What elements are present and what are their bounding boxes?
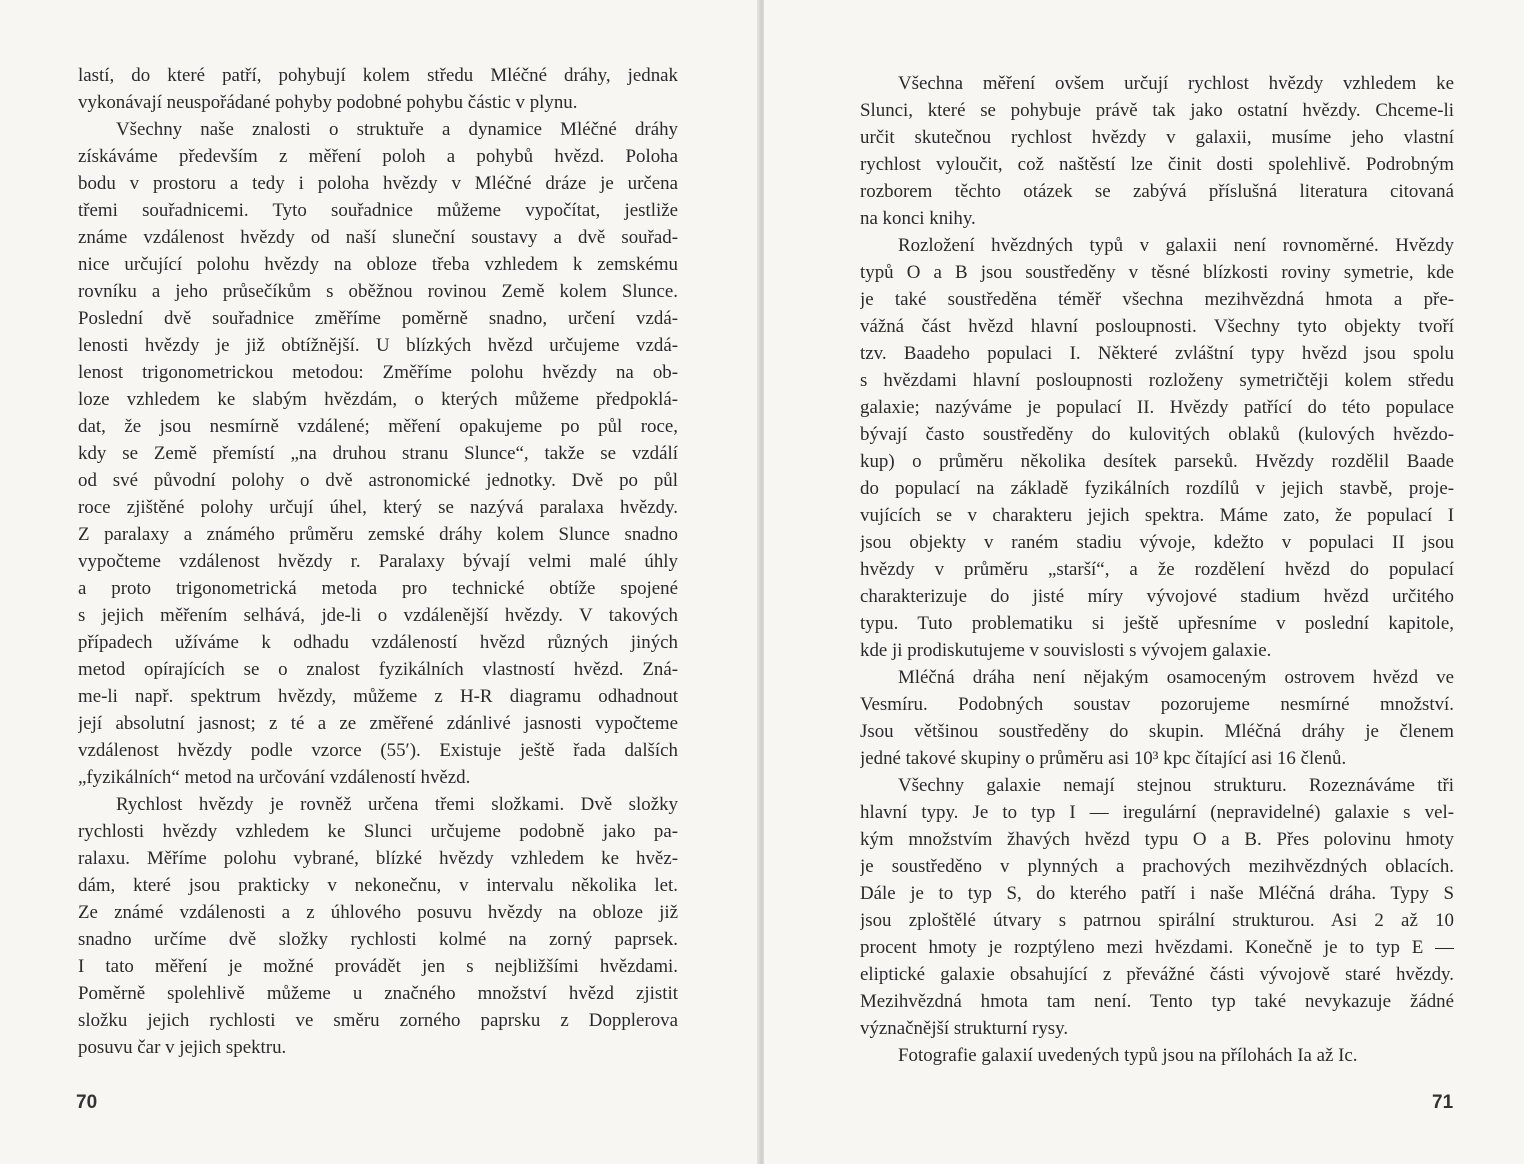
text-line: lastí, do které patří, pohybují kolem středu Mléčné dráhy, jednak	[78, 65, 678, 86]
text-line: Fotografie galaxií uvedených typů jsou na přílohách Ia až Ic.	[898, 1045, 1358, 1066]
text-line: kým množstvím žhavých hvězd typu O a B. Přes polovinu hmoty	[860, 829, 1454, 850]
text-line: rozborem těchto otázek se zabývá příslušná literatura citovaná	[860, 181, 1454, 202]
text-line: nice určující polohu hvězdy na obloze třeba vzhledem k zemskému	[78, 254, 678, 275]
text-line: dat, že jsou nesmírně vzdálené; měření opakujeme po půl roce,	[78, 416, 678, 437]
text-line: tzv. Baadeho populaci I. Některé zvláštní typy hvězd jsou spolu	[860, 343, 1454, 364]
text-line: vypočteme vzdálenost hvězdy r. Paralaxy bývají velmi malé úhly	[78, 551, 678, 572]
text-line: hvězdy v průměru „starší“, a že rozdělení hvězd do populací	[860, 559, 1454, 580]
text-line: kde ji prodiskutujeme v souvislosti s vývojem galaxie.	[860, 640, 1272, 661]
text-line: vykonávají neuspořádané pohyby podobné pohybu částic v plynu.	[78, 92, 578, 113]
text-line: metod opírajících se o znalost fyzikálních vlastností hvězd. Zná-	[78, 659, 678, 680]
page-number: 71	[1432, 1092, 1454, 1113]
text-line: charakterizuje do jisté míry vývojové stadium hvězd určitého	[860, 586, 1454, 607]
left-page	[0, 0, 760, 1164]
text-line: vujících se v charakteru jejich spektra. Máme zato, že populací I	[860, 505, 1454, 526]
left-page-text	[78, 62, 678, 1061]
page-number: 70	[76, 1092, 98, 1113]
text-line: roce zjištěné polohy určují úhel, který se nazývá paralaxa hvězdy.	[78, 497, 678, 518]
text-line: eliptické galaxie obsahující z převážné části vývojově staré hvězdy.	[860, 964, 1454, 985]
text-line: procent hmoty je rozptýleno mezi hvězdami. Konečně je to typ E —	[860, 937, 1454, 958]
text-line: význačnější strukturní rysy.	[860, 1018, 1069, 1039]
text-line: kdy se Země přemístí „na druhou stranu Slunce“, takže se vzdálí	[78, 443, 678, 464]
text-line: vzdálenost hvězdy podle vzorce (55′). Existuje ještě řada dalších	[78, 740, 678, 761]
text-line: Poměrně spolehlivě můžeme u značného množství hvězd zjistit	[78, 983, 678, 1004]
text-line: Poslední dvě souřadnice změříme poměrně snadno, určení vzdá-	[78, 308, 678, 329]
text-line: případech užíváme k odhadu vzdáleností hvězd různých jiných	[78, 632, 678, 653]
text-line: rovníku a jeho průsečíkům s oběžnou rovinou Země kolem Slunce.	[78, 281, 678, 302]
text-line: me-li např. spektrum hvězdy, můžeme z H-R diagramu odhadnout	[78, 686, 678, 707]
text-line: lenost trigonometrickou metodou: Změříme polohu hvězdy na ob-	[78, 362, 678, 383]
text-line: Všechny naše znalosti o struktuře a dynamice Mléčné dráhy	[116, 119, 678, 140]
text-line: a proto trigonometrická metoda pro technické obtíže spojené	[78, 578, 678, 599]
text-line: Všechny galaxie nemají stejnou strukturu. Rozeznáváme tři	[898, 775, 1454, 796]
text-line: Slunci, které se pohybuje právě tak jako ostatní hvězdy. Chceme-li	[860, 100, 1454, 121]
text-line: je také soustředěna téměř všechna mezihvězdná hmota a pře-	[860, 289, 1454, 310]
text-line: Jsou většinou soustředěny do skupin. Mléčná dráhy je členem	[860, 721, 1454, 742]
right-page-text	[860, 70, 1454, 1069]
text-line: bodu v prostoru a tedy i poloha hvězdy v Mléčné dráze je určena	[78, 173, 678, 194]
text-line: Dále je to typ S, do kterého patří i naše Mléčná dráha. Typy S	[860, 883, 1454, 904]
text-line: rychlosti hvězdy vzhledem ke Slunci určujeme podobně jako pa-	[78, 821, 678, 842]
text-line: získáváme především z měření poloh a pohybů hvězd. Poloha	[78, 146, 678, 167]
text-line: jsou objekty v raném stadiu vývoje, kdežto v populaci II jsou	[860, 532, 1454, 553]
text-line: galaxie; nazýváme je populací II. Hvězdy patřící do této populace	[860, 397, 1454, 418]
text-line: snadno určíme dvě složky rychlosti kolmé na zorný paprsek.	[78, 929, 678, 950]
text-line: s jejich měřením selhává, jde-li o vzdálenější hvězdy. V takových	[78, 605, 678, 626]
text-line: její absolutní jasnost; z té a ze změřené zdánlivé jasnosti vypočteme	[78, 713, 678, 734]
text-line: třemi souřadnicemi. Tyto souřadnice můžeme vypočítat, jestliže	[78, 200, 678, 221]
text-line: od své původní polohy o dvě astronomické jednotky. Dvě po půl	[78, 470, 678, 491]
text-line: typu. Tuto problematiku si ještě upřesníme v poslední kapitole,	[860, 613, 1454, 634]
text-line: známe vzdálenost hvězdy od naší sluneční soustavy a dvě souřad-	[78, 227, 678, 248]
text-line: kup) o průměru několika desítek parseků. Hvězdy rozdělil Baade	[860, 451, 1454, 472]
text-line: lenosti hvězdy je již obtížnější. U blízkých hvězd určujeme vzdá-	[78, 335, 678, 356]
text-line: jsou zploštělé útvary s patrnou spirální strukturou. Asi 2 až 10	[860, 910, 1454, 931]
text-line: je soustředěno v plynných a prachových mezihvězdných oblacích.	[860, 856, 1454, 877]
text-line: Všechna měření ovšem určují rychlost hvězdy vzhledem ke	[898, 73, 1454, 94]
text-line: určit skutečnou rychlost hvězdy v galaxii, musíme jeho vlastní	[860, 127, 1454, 148]
text-line: I tato měření je možné provádět jen s nejbližšími hvězdami.	[78, 956, 678, 977]
text-line: typů O a B jsou soustředěny v těsné blízkosti roviny symetrie, kde	[860, 262, 1454, 283]
text-line: posuvu čar v jejich spektru.	[78, 1037, 287, 1058]
text-line: do populací na základě fyzikálních rozdílů v jejich stavbě, proje-	[860, 478, 1454, 499]
text-line: Mezihvězdná hmota tam není. Tento typ také nevykazuje žádné	[860, 991, 1454, 1012]
text-line: bývají často soustředěny do kulovitých oblaků (kulových hvězdo-	[860, 424, 1454, 445]
text-line: Mléčná dráha není nějakým osamoceným ostrovem hvězd ve	[898, 667, 1454, 688]
text-line: složku jejich rychlosti ve směru zorného paprsku z Dopplerova	[78, 1010, 678, 1031]
text-line: rychlost vyloučit, což naštěstí lze činit dosti spolehlivě. Podrobným	[860, 154, 1454, 175]
right-page	[764, 0, 1524, 1164]
text-line: ralaxu. Měříme polohu vybrané, blízké hvězdy vzhledem ke hvěz-	[78, 848, 678, 869]
text-line: dám, které jsou prakticky v nekonečnu, v intervalu několika let.	[78, 875, 678, 896]
text-line: na konci knihy.	[860, 208, 976, 229]
text-line: s hvězdami hlavní posloupnosti rozloženy symetričtěji kolem středu	[860, 370, 1454, 391]
text-line: Z paralaxy a známého průměru zemské dráhy kolem Slunce snadno	[78, 524, 678, 545]
text-line: Rozložení hvězdných typů v galaxii není rovnoměrné. Hvězdy	[898, 235, 1454, 256]
text-line: hlavní typy. Je to typ I — iregulární (nepravidelné) galaxie s vel-	[860, 802, 1454, 823]
text-line: Rychlost hvězdy je rovněž určena třemi složkami. Dvě složky	[116, 794, 678, 815]
text-line: jedné takové skupiny o průměru asi 10³ kpc čítající asi 16 členů.	[860, 748, 1347, 769]
text-line: Ze známé vzdálenosti a z úhlového posuvu hvězdy na obloze již	[78, 902, 678, 923]
text-line: loze vzhledem ke slabým hvězdám, o kterých můžeme předpoklá-	[78, 389, 678, 410]
text-line: vážná část hvězd hlavní posloupnosti. Všechny tyto objekty tvoří	[860, 316, 1454, 337]
text-line: „fyzikálních“ metod na určování vzdáleností hvězd.	[78, 767, 471, 788]
text-line: Vesmíru. Podobných soustav pozorujeme nesmírné množství.	[860, 694, 1454, 715]
